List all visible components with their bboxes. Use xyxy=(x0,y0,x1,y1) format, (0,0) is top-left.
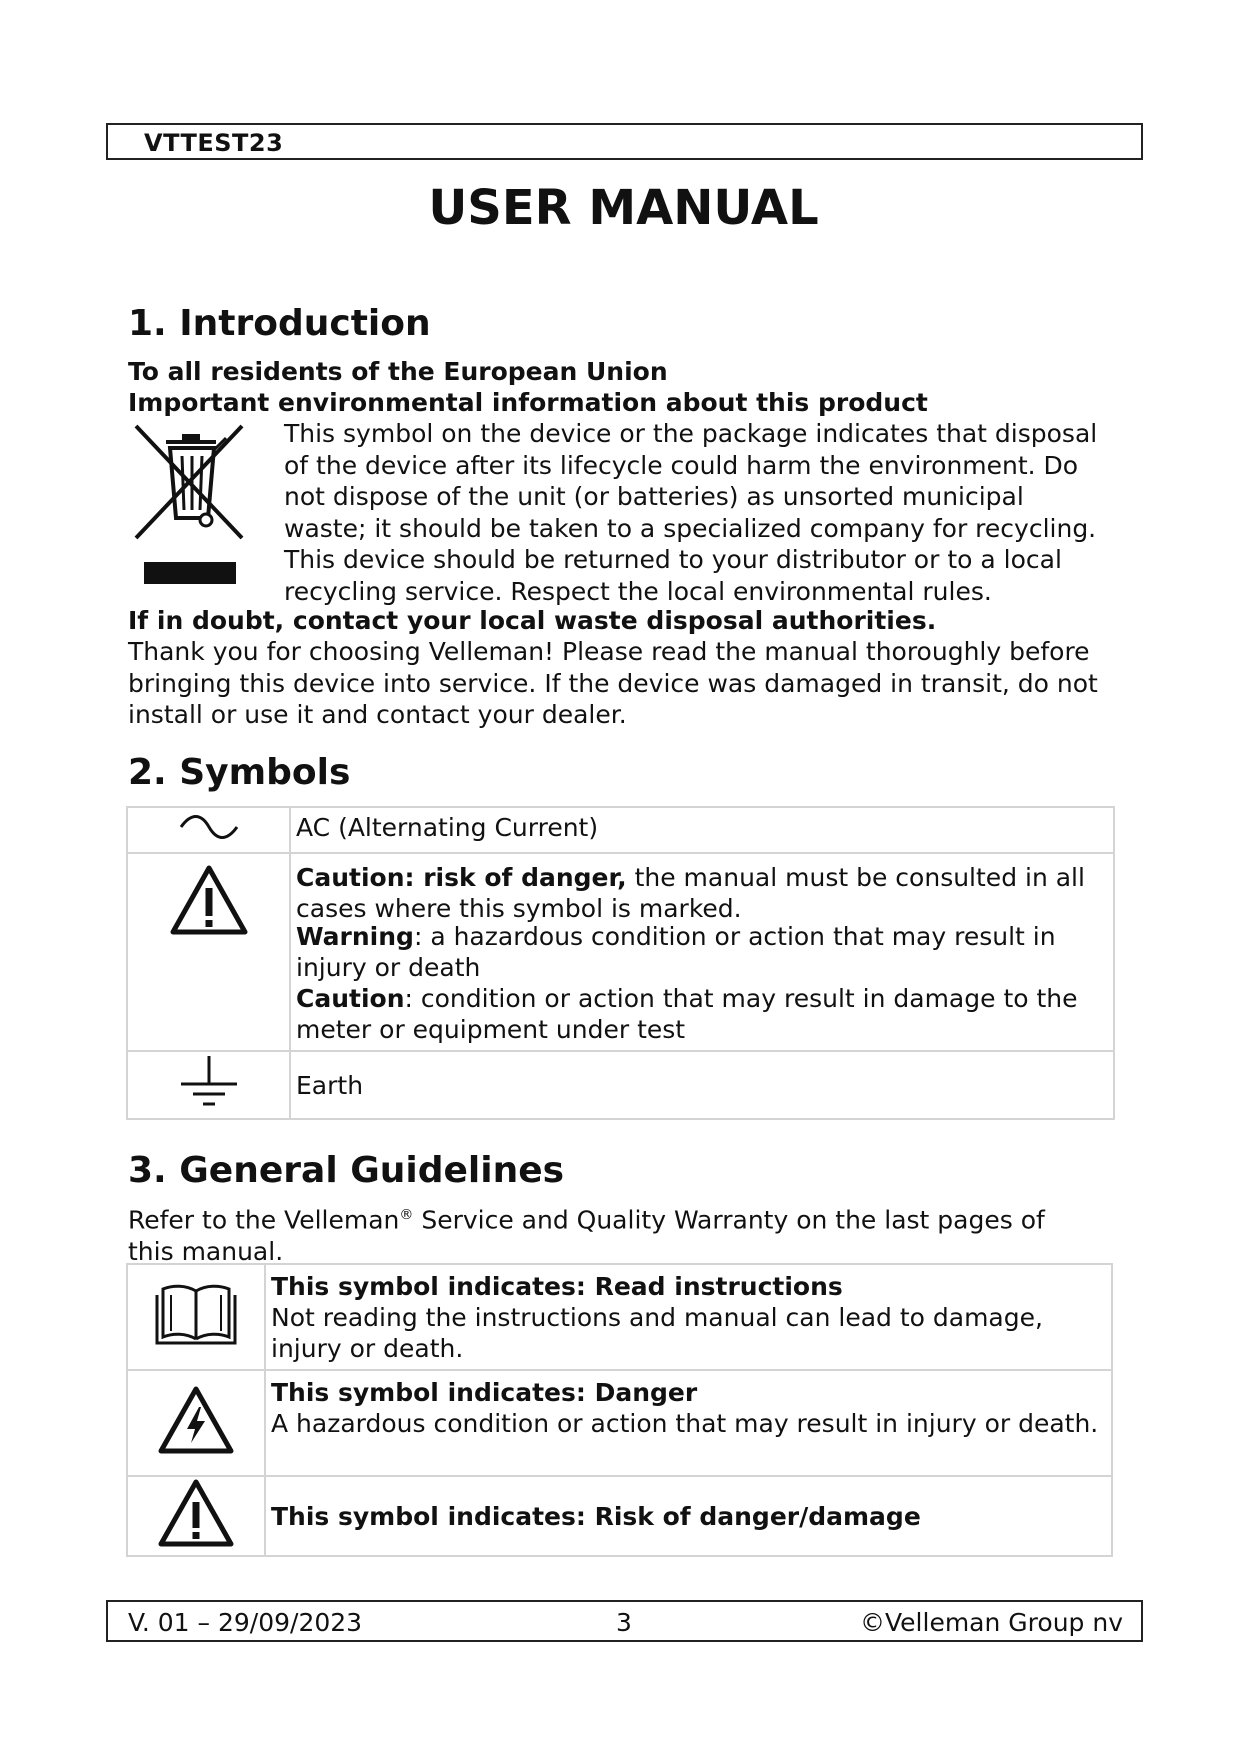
thanks-paragraph: Thank you for choosing Velleman! Please read the manual thoroughly before bringing this device into service. If the device was damaged in transit, do not install or use it and contact your dealer. xyxy=(128,637,1098,729)
env-info-line: Important environmental information about this product xyxy=(128,388,928,417)
table-row xyxy=(127,1051,1114,1119)
caution-text: the manual must be consulted in all cases where this symbol is marked. xyxy=(296,863,1085,923)
version-date: V. 01 – 29/09/2023 xyxy=(128,1608,363,1637)
weee-line: of the device after its lifecycle could harm the environment. Do xyxy=(284,450,1079,480)
caution2-paragraph xyxy=(296,983,1107,1045)
read-instructions-description xyxy=(265,1264,1112,1370)
table-row xyxy=(127,1264,1112,1370)
weee-text xyxy=(284,418,1134,607)
caution2-text: : condition or action that may result in damage to the meter or equipment under test xyxy=(296,984,1078,1044)
warning-label: Warning xyxy=(296,922,414,951)
table-row xyxy=(127,1476,1112,1556)
weee-line: This device should be returned to your distributor or to a local xyxy=(284,545,1062,574)
caution2-label: Caution xyxy=(296,984,405,1013)
weee-line: not dispose of the unit (or batteries) as unsorted municipal xyxy=(284,482,1024,511)
danger-description xyxy=(265,1370,1112,1476)
guidelines-table xyxy=(126,1263,1113,1557)
high-voltage-icon xyxy=(127,1370,265,1476)
table-row xyxy=(127,853,1114,1051)
guidelines-intro xyxy=(128,1200,1088,1267)
page-number: 3 xyxy=(616,1608,632,1637)
caution-description xyxy=(290,853,1114,1051)
document-title-text: USER MANUAL xyxy=(428,180,819,236)
read-instructions-title: This symbol indicates: Read instructions xyxy=(271,1272,843,1301)
weee-line: This symbol on the device or the package indicates that disposal xyxy=(284,419,1098,448)
earth-description: Earth xyxy=(290,1051,1114,1119)
warning-paragraph xyxy=(296,921,1107,983)
guidelines-intro-text-2: Service and Quality Warranty on the last pages of this manual. xyxy=(128,1205,1045,1266)
book-icon xyxy=(127,1264,265,1370)
danger-title: This symbol indicates: Danger xyxy=(271,1378,698,1407)
caution-paragraph xyxy=(296,862,1107,924)
weee-line: recycling service. Respect the local environmental rules. xyxy=(284,576,992,606)
danger-text: A hazardous condition or action that may result in injury or death. xyxy=(271,1409,1099,1438)
warning-triangle-icon xyxy=(127,853,290,1051)
section-heading-symbols: 2. Symbols xyxy=(128,752,351,793)
page-footer xyxy=(106,1600,1143,1642)
section-heading-guidelines: 3. General Guidelines xyxy=(128,1150,565,1191)
section-heading-introduction: 1. Introduction xyxy=(128,303,431,344)
registered-mark: ® xyxy=(399,1207,414,1223)
ac-description: AC (Alternating Current) xyxy=(290,807,1114,853)
symbols-table xyxy=(126,806,1115,1120)
eu-residents-line: To all residents of the European Union xyxy=(128,357,668,386)
read-instructions-text: Not reading the instructions and manual can lead to damage, injury or death. xyxy=(271,1303,1043,1363)
warning-triangle-icon xyxy=(127,1476,265,1556)
risk-title: This symbol indicates: Risk of danger/damage xyxy=(271,1501,921,1531)
page-header xyxy=(106,123,1143,160)
doubt-line: If in doubt, contact your local waste disposal authorities. xyxy=(128,606,937,635)
ac-icon xyxy=(127,807,290,853)
weee-bin-icon xyxy=(130,420,250,590)
earth-icon xyxy=(127,1051,290,1119)
guidelines-intro-text: Refer to the Velleman xyxy=(128,1205,400,1235)
copyright: ©Velleman Group nv xyxy=(860,1608,1123,1637)
model-number: VTTEST23 xyxy=(144,129,284,157)
risk-description xyxy=(265,1476,1112,1556)
table-row xyxy=(127,807,1114,853)
weee-line: waste; it should be taken to a specialized company for recycling. xyxy=(284,513,1097,543)
table-row xyxy=(127,1370,1112,1476)
caution-label: Caution: risk of danger, xyxy=(296,863,627,892)
warning-text: : a hazardous condition or action that may result in injury or death xyxy=(296,922,1056,982)
document-title xyxy=(0,180,1241,236)
